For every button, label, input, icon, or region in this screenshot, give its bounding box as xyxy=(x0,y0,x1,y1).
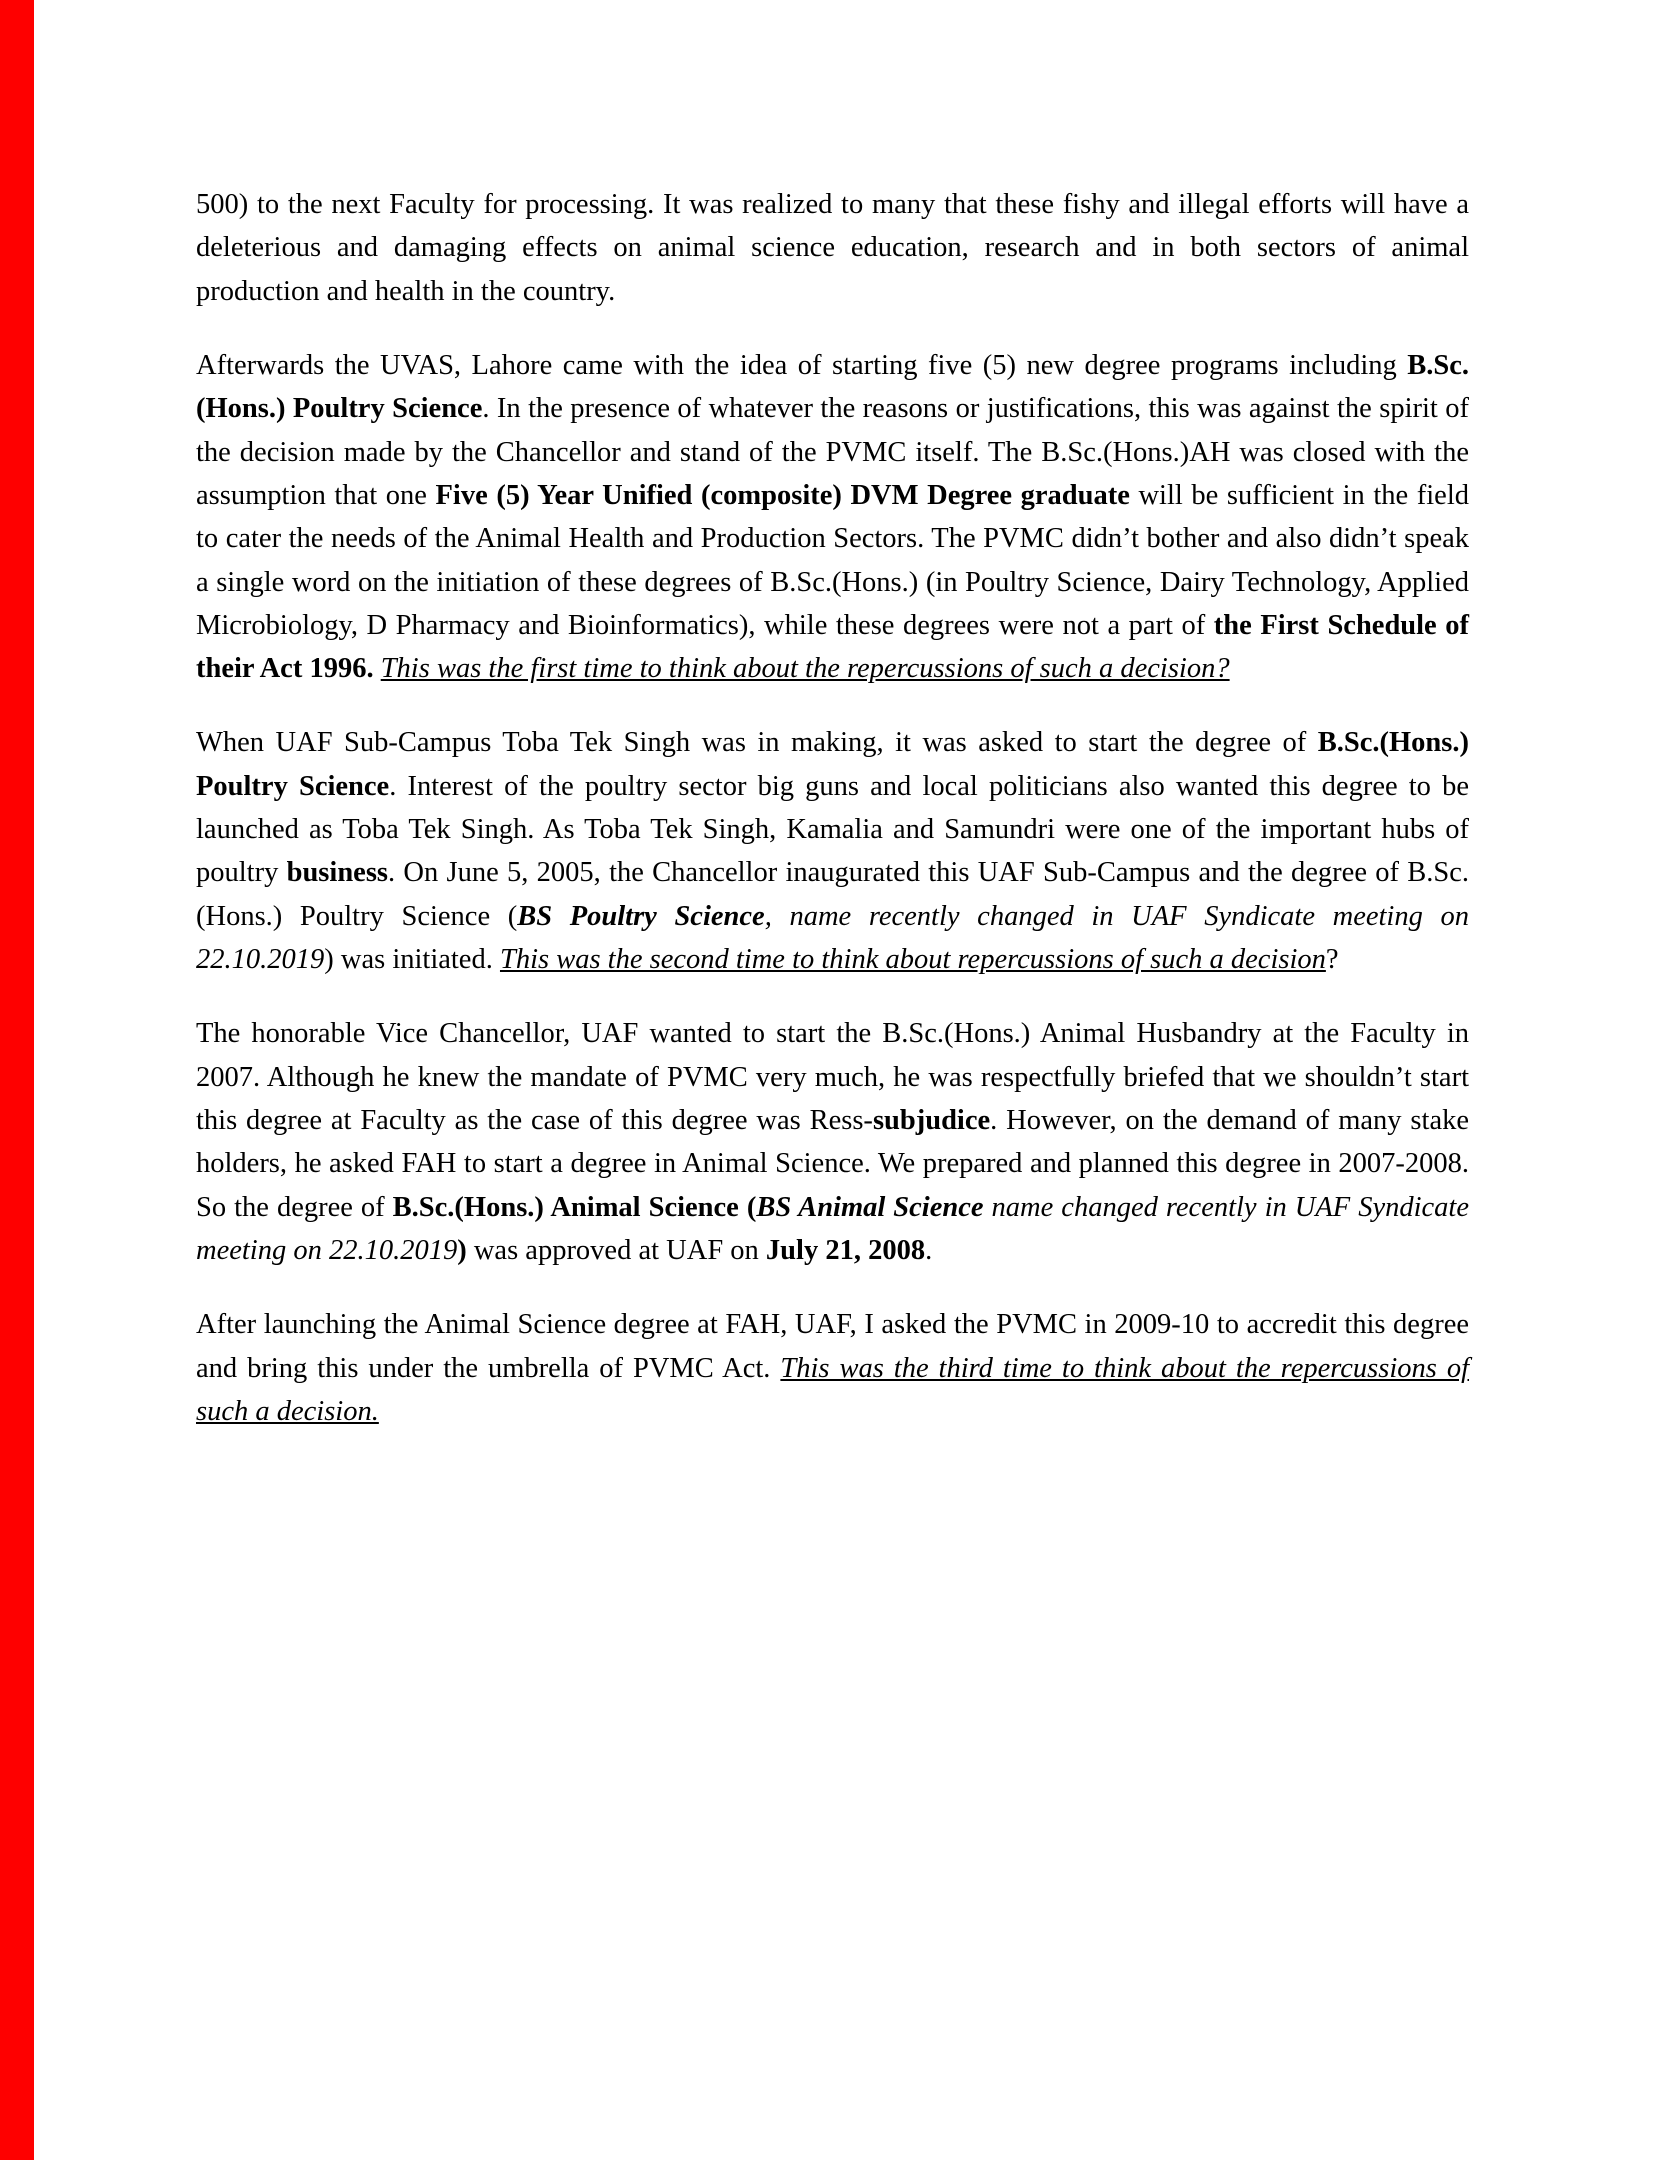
text-run: The honorable Vice Chancellor, UAF wanted to start the B.Sc.(Hons.) Animal Husbandry at the Faculty in 2007. Although he knew the mandate of PVMC very much, he was respectfully briefed that we shouldn’t start this degree at Faculty as the case of this degree was Ress- xyxy=(196,1018,1469,1136)
text-run: . On June 5, 2005, the Chancellor inaugurated this UAF Sub-Campus and the degree of B.Sc.(Hons.) Poultry Science ( xyxy=(196,857,1470,932)
text-run-bold: B.Sc.(Hons.) Poultry Science xyxy=(196,727,1469,802)
text-run: was approved at UAF on xyxy=(466,1234,766,1266)
paragraph-4 xyxy=(196,1012,1469,1272)
text-run-italic-underline: This was the third time to think about the repercussions of such a decision. xyxy=(196,1352,1470,1427)
text-run: ? xyxy=(1325,944,1339,975)
text-run-bold: business xyxy=(286,857,389,889)
document-body xyxy=(196,183,1469,1464)
paragraph-3 xyxy=(196,721,1469,981)
text-run xyxy=(374,653,381,684)
text-run-italic-underline: This was the first time to think about the repercussions of such a decision? xyxy=(380,653,1230,685)
paragraph-2 xyxy=(196,344,1469,691)
red-edge-bar xyxy=(0,0,34,2160)
text-run-bold: July 21, 2008 xyxy=(765,1234,926,1266)
text-run-bold: B.Sc.(Hons.) Poultry Science xyxy=(196,349,1469,425)
text-run: 500) to the next Faculty for processing. It was realized to many that these fishy and illegal efforts will have a deleterious and damaging effects on animal science education, research and in both sectors of animal production and health in the country. xyxy=(196,189,1469,307)
text-run: After launching the Animal Science degree at FAH, UAF, I asked the PVMC in 2009-10 to accredit this degree and bring this under the umbrella of PVMC Act. xyxy=(196,1309,1469,1384)
text-run: . Interest of the poultry sector big guns and local politicians also wanted this degree to be launched as Toba Tek Singh. As Toba Tek Singh, Kamalia and Samundri were one of the important hubs of poultry xyxy=(196,770,1469,889)
text-run-bold: B.Sc.(Hons.) Animal Science ( xyxy=(392,1191,757,1223)
text-run-bold-italic: BS Poultry Science xyxy=(517,900,765,932)
text-run: will be sufficient in the field to cater the needs of the Animal Health and Production Sectors. The PVMC didn’t bother and also didn’t speak a single word on the initiation of these degrees of B.Sc.(Hons.) (in Poultry Science, Dairy Technology, Applied Microbiology, D Pharmacy and Bioinformatics), while these degrees were not a part of xyxy=(196,479,1469,641)
text-run-bold: the First Schedule of their Act 1996. xyxy=(196,609,1469,685)
paragraph-1 xyxy=(196,183,1469,313)
text-run: . However, on the demand of many stake holders, he asked FAH to start a degree in Animal Science. We prepared and planned this degree in 2007-2008. So the degree of xyxy=(196,1104,1469,1223)
text-run-italic-underline: This was the second time to think about repercussions of such a decision xyxy=(499,944,1326,975)
text-run-italic: name changed recently in UAF Syndicate meeting on 22.10.2019 xyxy=(196,1191,1469,1266)
text-run-bold: Five (5) Year Unified (composite) DVM Degree graduate xyxy=(435,479,1130,511)
text-run-bold: subjudice xyxy=(872,1104,991,1136)
paragraph-5 xyxy=(196,1303,1469,1433)
text-run: When UAF Sub-Campus Toba Tek Singh was in making, it was asked to start the degree of xyxy=(196,727,1318,759)
text-run: . In the presence of whatever the reasons or justifications, this was against the spirit of the decision made by the Chancellor and stand of the PVMC itself. The B.Sc.(Hons.)AH was closed with the assumption that one xyxy=(196,393,1469,511)
text-run: ) was initiated. xyxy=(324,944,500,975)
text-run: Afterwards the UVAS, Lahore came with the idea of starting five (5) new degree programs including xyxy=(196,349,1408,381)
text-run-bold-italic: BS Animal Science xyxy=(756,1191,984,1223)
text-run-bold: ) xyxy=(457,1234,467,1266)
text-run-italic: , name recently changed in UAF Syndicate meeting on 22.10.2019 xyxy=(196,900,1469,975)
text-run: . xyxy=(925,1234,933,1266)
